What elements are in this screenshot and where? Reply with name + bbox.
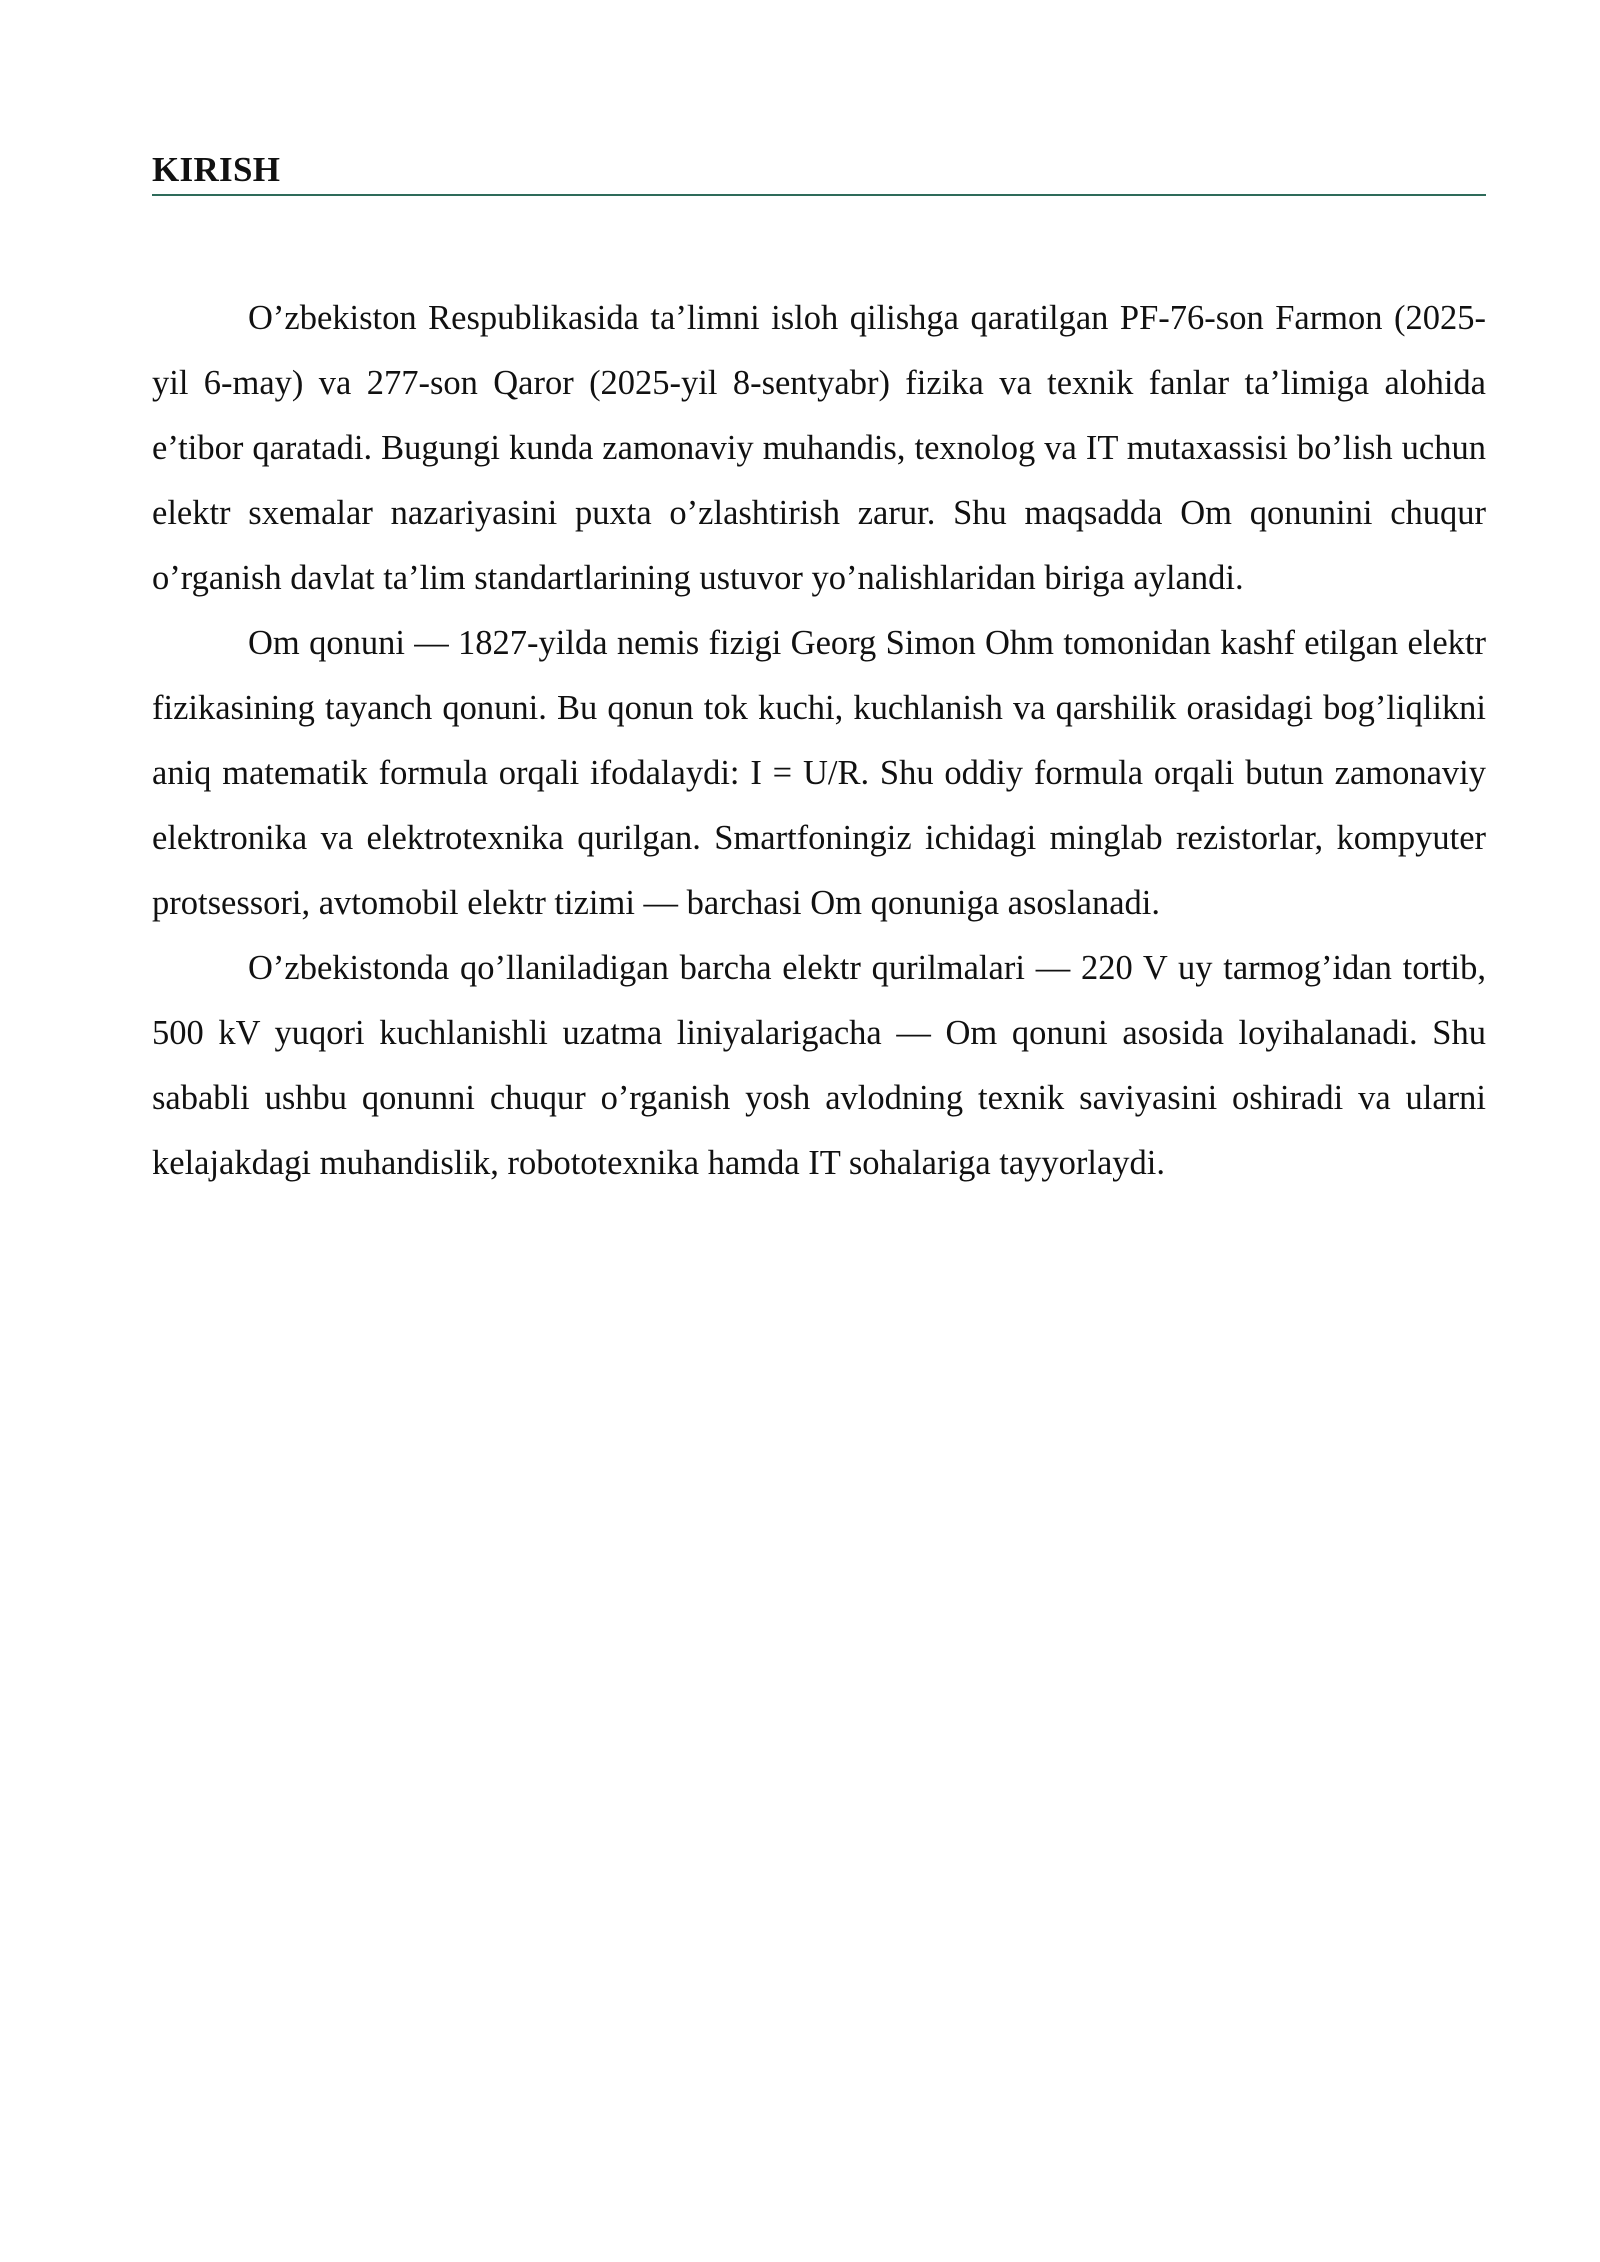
section-heading-block — [152, 150, 1486, 196]
section-heading: KIRISH — [152, 150, 281, 189]
paragraph-3: O’zbekistonda qo’llaniladigan barcha elektr qurilmalari — 220 V uy tarmog’idan tortib, 500 kV yuqori kuchlanishli uzatma liniyalarigacha — Om qonuni asosida loyihalanadi. Shu sababli ushbu qonunni chuqur o’rganish yosh avlodning texnik saviyasini oshiradi va ularni kelajakdagi muhandislik, robototexnika hamda IT sohalariga tayyorlaydi. — [152, 949, 1486, 1182]
paragraph-2: Om qonuni — 1827-yilda nemis fizigi Georg Simon Ohm tomonidan kashf etilgan elektr fizikasining tayanch qonuni. Bu qonun tok kuchi, kuchlanish va qarshilik orasidagi bog’liqlikni aniq matematik formula orqali ifodalaydi: I = U/R. Shu oddiy formula orqali butun zamonaviy elektronika va elektrotexnika qurilgan. Smartfoningiz ichidagi minglab rezistorlar, kompyuter protsessori, avtomobil elektr tizimi — barchasi Om qonuniga asoslanadi. — [152, 624, 1486, 922]
paragraph-1: O’zbekiston Respublikasida ta’limni isloh qilishga qaratilgan PF-76-son Farmon (2025-yil 6-may) va 277-son Qaror (2025-yil 8-sentyabr) fizika va texnik fanlar ta’limiga alohida e’tibor qaratadi. Bugungi kunda zamonaviy muhandis, texnolog va IT mutaxassisi bo’lish uchun elektr sxemalar nazariyasini puxta o’zlashtirish zarur. Shu maqsadda Om qonunini chuqur o’rganish davlat ta’lim standartlarining ustuvor yo’nalishlaridan biriga aylandi. — [152, 299, 1486, 597]
document-body — [152, 286, 1486, 1196]
